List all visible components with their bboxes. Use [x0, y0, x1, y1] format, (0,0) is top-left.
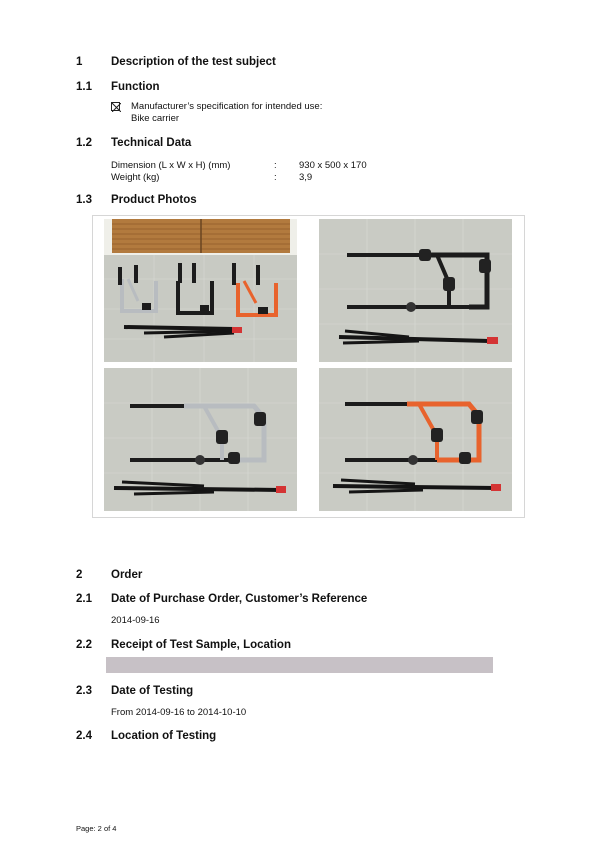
purchase-date: 2014-09-16 [111, 615, 160, 626]
intended-use-checkbox [111, 102, 120, 111]
tech-value: 930 x 500 x 170 [299, 160, 367, 171]
intended-use-line1: Manufacturer’s specification for intended use: [131, 101, 323, 112]
tech-row-dimension [111, 160, 367, 171]
subsection-number: 1.1 [76, 81, 92, 93]
section-number: 1 [76, 56, 83, 68]
photo-silver-carrier [104, 368, 297, 511]
subsection-title: Date of Purchase Order, Customer’s Reference [111, 593, 368, 605]
photo-black-carrier [319, 219, 512, 362]
tech-separator: : [274, 172, 277, 183]
subsection-number: 2.4 [76, 730, 92, 742]
subsection-title: Function [111, 81, 160, 93]
subsection-number: 1.3 [76, 194, 92, 206]
subsection-purchase-heading [76, 593, 367, 605]
subsection-function-heading [76, 81, 160, 93]
testing-date-range: From 2014-09-16 to 2014-10-10 [111, 707, 247, 718]
tech-separator: : [274, 160, 277, 171]
subsection-number: 2.1 [76, 593, 92, 605]
subsection-title: Date of Testing [111, 685, 194, 697]
section-number: 2 [76, 569, 83, 581]
photo-three-carriers [104, 219, 297, 362]
subsection-title: Location of Testing [111, 730, 217, 742]
subsection-technical-heading [76, 137, 191, 149]
section-2-heading [76, 569, 142, 581]
subsection-title: Receipt of Test Sample, Location [111, 639, 291, 651]
subsection-photos-heading [76, 194, 197, 206]
subsection-number: 1.2 [76, 137, 92, 149]
tech-value: 3,9 [299, 172, 313, 183]
redacted-location-bar [106, 657, 493, 673]
section-title: Order [111, 569, 143, 581]
tech-label: Weight (kg) [111, 172, 160, 183]
page-number: Page: 2 of 4 [76, 824, 117, 833]
subsection-receipt-heading [76, 639, 291, 651]
subsection-testing-date-heading [76, 685, 193, 697]
product-photos-grid [92, 215, 525, 518]
subsection-number: 2.2 [76, 639, 92, 651]
section-title: Description of the test subject [111, 56, 276, 68]
subsection-testing-location-heading [76, 730, 216, 742]
section-1-heading [76, 56, 276, 68]
photo-orange-carrier [319, 368, 512, 511]
tech-label: Dimension (L x W x H) (mm) [111, 160, 231, 171]
tech-row-weight [111, 172, 312, 183]
subsection-title: Technical Data [111, 137, 192, 149]
intended-use-spec [131, 101, 322, 124]
subsection-number: 2.3 [76, 685, 92, 697]
subsection-title: Product Photos [111, 194, 197, 206]
intended-use-line2: Bike carrier [131, 112, 180, 124]
checkbox-cross-icon [112, 103, 121, 112]
